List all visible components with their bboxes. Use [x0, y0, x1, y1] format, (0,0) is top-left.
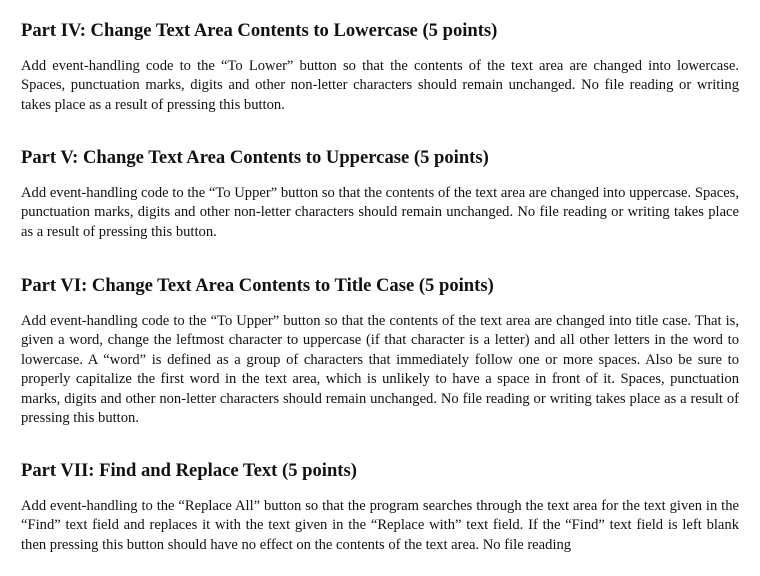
section-paragraph: Add event-handling code to the “To Upper” button so that the contents of the text area are changed into uppercase. Spaces, punctuation marks, digits and other non-letter characters should remain unchanged. No file reading or writing takes place as a result of pressing this button.: [21, 185, 739, 240]
section-heading: Part IV: Change Text Area Contents to Lowercase (5 points): [21, 20, 498, 41]
section-paragraph: Add event-handling code to the “To Lower” button so that the contents of the text area are changed into lowercase. Spaces, punctuation marks, digits and other non-letter characters should remain unchanged. No file reading or writing takes place as a result of pressing this button.: [21, 58, 739, 113]
section-heading: Part V: Change Text Area Contents to Uppercase (5 points): [21, 147, 489, 168]
section-paragraph: Add event-handling code to the “To Upper” button so that the contents of the text area are changed into title case. That is, given a word, change the leftmost character to uppercase (if that character is a letter) and all other letters in the word to lowercase. A “word” is defined as a group of characters that immediately follow one or more spaces. Also be sure to properly capitalize the first word in the text area, which is unlikely to have a space in front of it. Spaces, punctuation marks, digits and other non-letter characters should remain unchanged. No file reading or writing takes place as a result of pressing this button.: [21, 313, 739, 427]
section-heading: Part VI: Change Text Area Contents to Title Case (5 points): [21, 275, 494, 296]
section-paragraph: Add event-handling to the “Replace All” button so that the program searches through the text area for the text given in the “Find” text field and replaces it with the text given in the “Replace with” text field. If the “Find” text field is left blank then pressing this button should have no effect on the contents of the text area. No file reading: [21, 498, 739, 553]
section-heading: Part VII: Find and Replace Text (5 points): [21, 460, 357, 481]
